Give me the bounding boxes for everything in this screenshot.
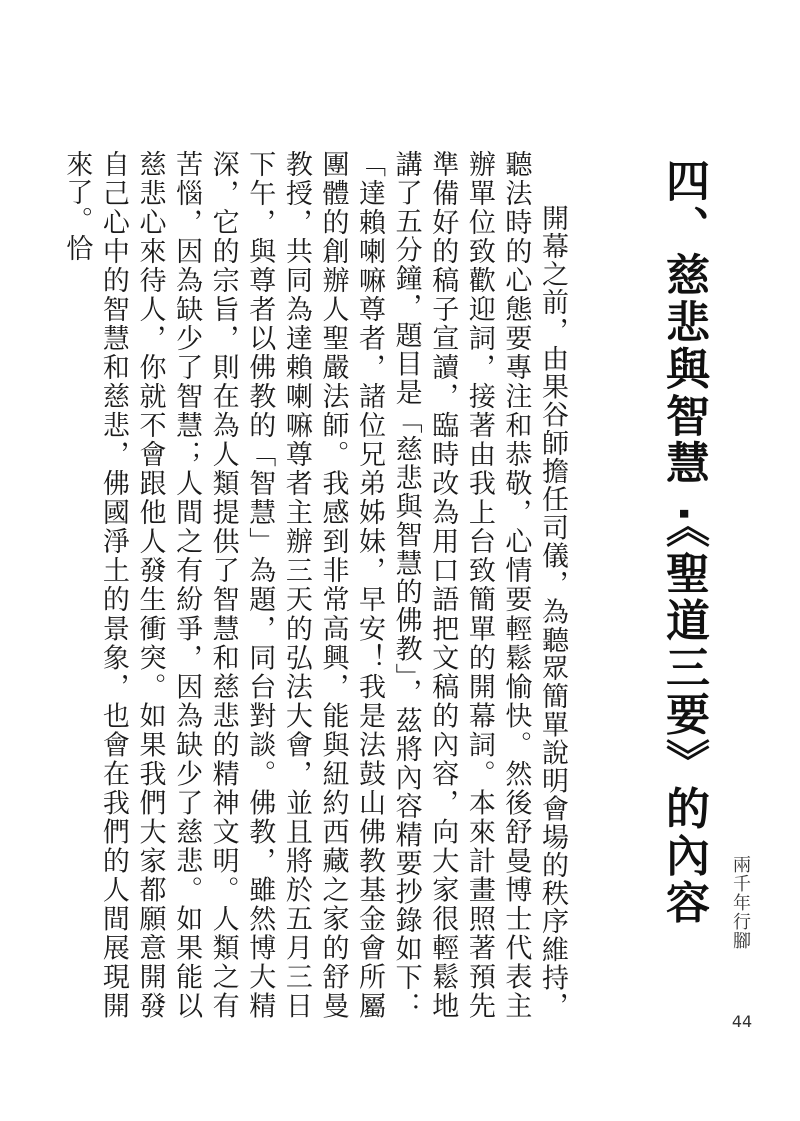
body-paragraph: 開幕之前，由果谷師擔任司儀，為聽眾簡單說明會場的秩序維持，聽法時的心態要專注和恭敬，心情要輕鬆愉快。然後舒曼博士代表主辦單位致歡迎詞，接著由我上台致簡單的開幕詞。本來計畫照著預先準備好的稿子宣讀，臨時改為用口語把文稿的內容，向大家很輕鬆地講了五分鐘，題目是「慈悲與智慧的佛教」，茲將內容精要抄錄如下：「達賴喇嘛尊者，諸位兄弟姊妹，早安！我是法鼓山佛教基金會所屬團體的創辦人聖嚴法師。我感到非常高興，能與紐約西藏之家的舒曼教授，共同為達賴喇嘛尊者主辦三天的弘法大會，並且將於五月三日下午，與尊者以佛教的「智慧」為題，同台對談。佛教，雖然博大精深，它的宗旨，則在為人類提供了智慧和慈悲的精神文明。人類之有苦惱，因為缺少了智慧；人間之有紛爭，因為缺少了慈悲。如果能以慈悲心來待人，你就不會跟他人發生衝突。如果我們大家都願意開發自己心中的智慧和慈悲，佛國淨土的景象，也會在我們的人間展現開來了。恰 [61, 150, 568, 1020]
running-title: 兩千年行腳 [730, 855, 751, 950]
section-heading: 四、慈悲與智慧 ·《聖道三要》的內容 [658, 158, 709, 927]
page-number: 44 [731, 1012, 753, 1031]
body-text [61, 150, 570, 1020]
